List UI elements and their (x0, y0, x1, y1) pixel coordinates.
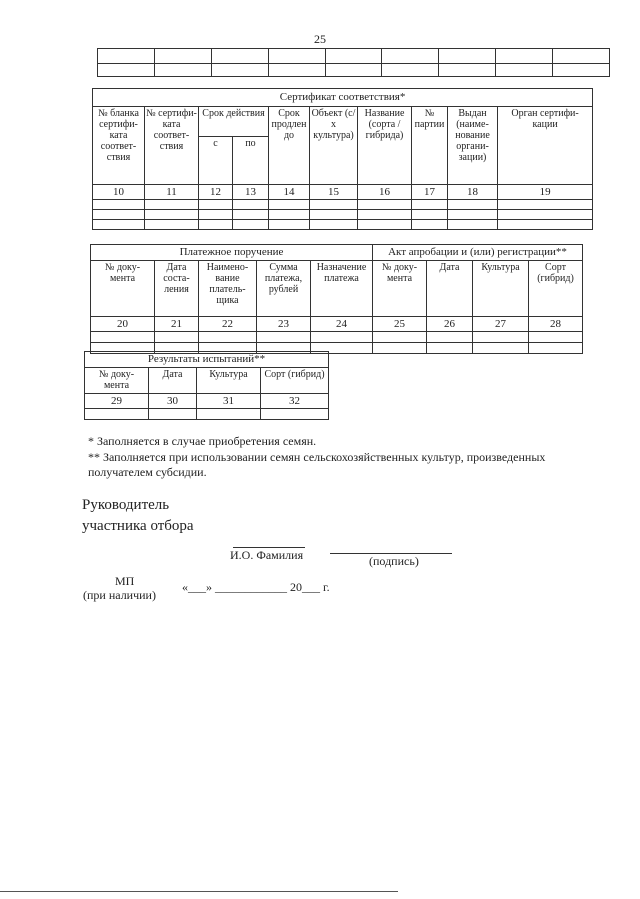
results-table (84, 351, 329, 420)
date-line: «___» ____________ 20___ г. (182, 580, 330, 594)
header-results-doc-no: № доку- мента (85, 368, 149, 394)
table-cell (98, 64, 155, 77)
footnote-two: ** Заполняется при использовании семян сельскохозяйственных культур, произведенных получателем субсидии. (88, 450, 546, 479)
column-number: 12 (199, 185, 233, 200)
results-title: Результаты испытаний** (85, 352, 329, 368)
column-number: 16 (358, 185, 412, 200)
table-cell (233, 210, 269, 220)
table-cell (93, 220, 145, 230)
header-to: по (233, 137, 269, 185)
stamp-label: МП (115, 574, 135, 588)
header-results-date: Дата (149, 368, 197, 394)
table-cell (373, 332, 427, 343)
page-number: 25 (314, 32, 326, 46)
footnote-one: * Заполняется в случае приобретения семян. (88, 434, 317, 448)
table-cell (145, 210, 199, 220)
table-cell (197, 409, 261, 420)
header-approbation-date: Дата (427, 261, 473, 317)
column-number: 32 (261, 394, 329, 409)
table-cell (325, 64, 382, 77)
bottom-divider (0, 891, 398, 892)
table-cell (311, 332, 373, 343)
column-number: 14 (269, 185, 310, 200)
header-payment-doc-no: № доку- мента (91, 261, 155, 317)
table-cell (98, 49, 155, 64)
header-results-variety: Сорт (гибрид) (261, 368, 329, 394)
table-cell (269, 210, 310, 220)
table-cell (261, 409, 329, 420)
column-number: 25 (373, 317, 427, 332)
column-number: 31 (197, 394, 261, 409)
approbation-title: Акт апробации и (или) регистрации** (373, 245, 583, 261)
header-blank-no: № бланка сертифи- ката соответ- ствия (93, 107, 145, 185)
table-cell (382, 64, 439, 77)
table-cell (154, 64, 211, 77)
certificate-table (92, 88, 593, 230)
table-cell (268, 49, 325, 64)
table-cell (310, 210, 358, 220)
header-purpose: Назначение платежа (311, 261, 373, 317)
table-cell (498, 210, 593, 220)
table-cell (154, 49, 211, 64)
table-cell (91, 332, 155, 343)
table-cell (498, 220, 593, 230)
header-amount: Сумма платежа, рублей (257, 261, 311, 317)
table-cell (149, 409, 197, 420)
table-cell (529, 343, 583, 354)
signer-role-line1: Руководитель (82, 497, 170, 513)
column-number: 22 (199, 317, 257, 332)
header-extended: Срок продлен до (269, 107, 310, 185)
table-cell (257, 332, 311, 343)
signer-role-line2: участника отбора (82, 518, 194, 534)
table-cell (448, 220, 498, 230)
table-cell (310, 220, 358, 230)
table-cell (211, 64, 268, 77)
table-cell (427, 332, 473, 343)
table-cell (529, 332, 583, 343)
table-cell (145, 200, 199, 210)
table-cell (93, 210, 145, 220)
table-cell (199, 332, 257, 343)
column-number: 11 (145, 185, 199, 200)
table-cell (358, 210, 412, 220)
table-cell (412, 200, 448, 210)
table-cell (496, 49, 553, 64)
table-cell (310, 200, 358, 210)
table-cell (473, 343, 529, 354)
table-cell (496, 64, 553, 77)
header-payment-date: Дата соста- ления (155, 261, 199, 317)
header-results-crop: Культура (197, 368, 261, 394)
table-cell (553, 49, 610, 64)
header-name: Название (сорта / гибрида) (358, 107, 412, 185)
signature-label: (подпись) (369, 554, 419, 568)
column-number: 27 (473, 317, 529, 332)
column-number: 19 (498, 185, 593, 200)
payment-table (90, 244, 583, 354)
table-cell (439, 64, 496, 77)
table-cell (268, 64, 325, 77)
header-approbation-doc-no: № доку- мента (373, 261, 427, 317)
table-cell (211, 49, 268, 64)
column-number: 28 (529, 317, 583, 332)
header-cert-no: № сертифи- ката соответ- ствия (145, 107, 199, 185)
table-cell (155, 332, 199, 343)
column-number: 24 (311, 317, 373, 332)
header-validity: Срок действия (199, 107, 269, 137)
stamp-note: (при наличии) (83, 588, 156, 602)
table-cell (93, 200, 145, 210)
column-number: 26 (427, 317, 473, 332)
column-number: 17 (412, 185, 448, 200)
header-body: Орган сертифи- кации (498, 107, 593, 185)
header-approbation-crop: Культура (473, 261, 529, 317)
header-issued: Выдан (наиме- нование органи- зации) (448, 107, 498, 185)
table-cell (269, 200, 310, 210)
table-cell (199, 220, 233, 230)
header-object: Объект (с/х культура) (310, 107, 358, 185)
table-cell (382, 49, 439, 64)
table-cell (498, 200, 593, 210)
table-cell (412, 220, 448, 230)
table-cell (358, 200, 412, 210)
table-cell (199, 200, 233, 210)
top-strip-table (97, 48, 610, 77)
column-number: 30 (149, 394, 197, 409)
column-number: 13 (233, 185, 269, 200)
column-number: 23 (257, 317, 311, 332)
column-number: 10 (93, 185, 145, 200)
table-cell (439, 49, 496, 64)
table-cell (145, 220, 199, 230)
table-cell (233, 220, 269, 230)
table-cell (448, 210, 498, 220)
header-lot: № партии (412, 107, 448, 185)
column-number: 29 (85, 394, 149, 409)
header-payer: Наимено- вание платель- щика (199, 261, 257, 317)
table-cell (325, 49, 382, 64)
table-cell (373, 343, 427, 354)
column-number: 21 (155, 317, 199, 332)
column-number: 20 (91, 317, 155, 332)
table-cell (412, 210, 448, 220)
table-cell (269, 220, 310, 230)
header-from: с (199, 137, 233, 185)
table-cell (553, 64, 610, 77)
table-cell (199, 210, 233, 220)
table-cell (448, 200, 498, 210)
column-number: 18 (448, 185, 498, 200)
column-number: 15 (310, 185, 358, 200)
table-cell (233, 200, 269, 210)
header-approbation-variety: Сорт (гибрид) (529, 261, 583, 317)
table-cell (85, 409, 149, 420)
table-cell (358, 220, 412, 230)
signer-name-placeholder: И.О. Фамилия (230, 548, 304, 562)
certificate-title: Сертификат соответствия* (93, 89, 593, 107)
table-cell (473, 332, 529, 343)
payment-title: Платежное поручение (91, 245, 373, 261)
table-cell (427, 343, 473, 354)
